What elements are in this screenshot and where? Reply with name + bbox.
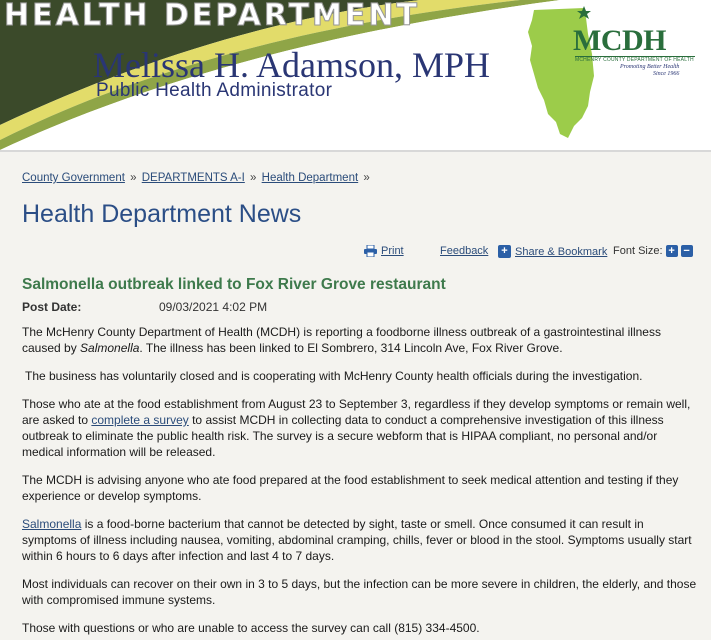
tagline-line-2: Since 1966 bbox=[652, 71, 680, 77]
breadcrumb bbox=[22, 172, 697, 184]
complete-survey-link[interactable]: complete a survey bbox=[91, 413, 189, 427]
breadcrumb-separator: » bbox=[250, 172, 257, 184]
breadcrumb-separator: » bbox=[363, 172, 370, 184]
site-header bbox=[0, 0, 711, 150]
article-body bbox=[22, 324, 697, 640]
article-title: Salmonella outbreak linked to Fox River Grove restaurant bbox=[22, 276, 446, 293]
main-content bbox=[22, 152, 697, 635]
paragraph-5 bbox=[22, 516, 697, 564]
paragraph-5-text: is a food-borne bacterium that cannot be detected by sight, taste or smell. Once consumed it can result in symptoms of illness including nausea, vomiting, abdominal cramping, chills, fever or blood in the stool. Symptoms usually start within 6 hours to 6 days after infection and last 4 to 7 days. bbox=[22, 517, 692, 563]
paragraph-2: The business has voluntarily closed and is cooperating with McHenry County health officials during the investigation. bbox=[25, 369, 643, 383]
post-date bbox=[22, 300, 268, 314]
paragraph-4: The MCDH is advising anyone who ate food prepared at the food establishment to seek medical attention and testing if they experience or develop symptoms. bbox=[22, 473, 679, 503]
feedback-tool[interactable] bbox=[440, 245, 488, 257]
font-size-control bbox=[613, 245, 693, 257]
mcdh-logo: MCDH bbox=[573, 24, 666, 57]
article-toolbar bbox=[22, 245, 697, 259]
paragraph-6: Most individuals can recover on their own in 3 to 5 days, but the infection can be more severe in children, the elderly, and those with compromised immune systems. bbox=[22, 577, 697, 607]
breadcrumb-departments[interactable]: DEPARTMENTS A-I bbox=[141, 172, 245, 184]
department-banner-title: HEALTH DEPARTMENT bbox=[4, 0, 420, 33]
font-size-label: Font Size: bbox=[613, 245, 663, 257]
post-date-value: 09/03/2021 4:02 PM bbox=[159, 300, 268, 314]
paragraph-3-text: Those who ate at the food establishment from August 23 to September 3, regardless if they develop symptoms or remain well, are asked to bbox=[22, 397, 691, 427]
paragraph-1-text-end: . The illness has been linked to El Sombrero, 314 Lincoln Ave, Fox River Grove. bbox=[139, 341, 563, 355]
feedback-link[interactable]: Feedback bbox=[440, 245, 489, 257]
mcdh-logo-subtitle: MCHENRY COUNTY DEPARTMENT OF HEALTH bbox=[575, 57, 694, 63]
font-increase-button[interactable]: + bbox=[666, 245, 678, 257]
paragraph-1-text: The McHenry County Department of Health (MCDH) is reporting a foodborne illness outbreak of a gastrointestinal illness caused by bbox=[22, 325, 661, 355]
administrator-name: Melissa H. Adamson, MPH bbox=[93, 45, 491, 85]
share-tool[interactable] bbox=[498, 245, 607, 258]
breadcrumb-separator: » bbox=[130, 172, 137, 184]
post-date-label: Post Date: bbox=[22, 300, 82, 314]
paragraph-3 bbox=[22, 396, 697, 460]
breadcrumb-county-government[interactable]: County Government bbox=[22, 172, 125, 184]
page-title: Health Department News bbox=[22, 200, 302, 228]
share-bookmark-link[interactable]: Share & Bookmark bbox=[515, 245, 608, 258]
print-link[interactable]: Print bbox=[381, 245, 404, 257]
print-tool[interactable] bbox=[364, 245, 404, 257]
paragraph-1 bbox=[22, 324, 697, 356]
administrator-title: Public Health Administrator bbox=[96, 80, 333, 101]
plus-icon: + bbox=[498, 245, 511, 258]
salmonella-italic: Salmonella bbox=[80, 341, 140, 355]
mcdh-logo-tagline bbox=[620, 64, 679, 78]
salmonella-link[interactable]: Salmonella bbox=[22, 517, 82, 531]
paragraph-7: Those with questions or who are unable to access the survey can call (815) 334-4500. bbox=[22, 621, 480, 635]
paragraph-3-text-end: to assist MCDH in collecting data to conduct a comprehensive investigation of this illness outbreak to eliminate the public health risk. The survey is a secure webform that is HIPAA compliant, no personal and/or medical information will be released. bbox=[22, 413, 664, 459]
printer-icon bbox=[364, 245, 377, 257]
tagline-line-1: Promoting Better Health bbox=[620, 64, 680, 70]
font-decrease-button[interactable]: − bbox=[681, 245, 693, 257]
breadcrumb-health-department[interactable]: Health Department bbox=[261, 172, 359, 184]
